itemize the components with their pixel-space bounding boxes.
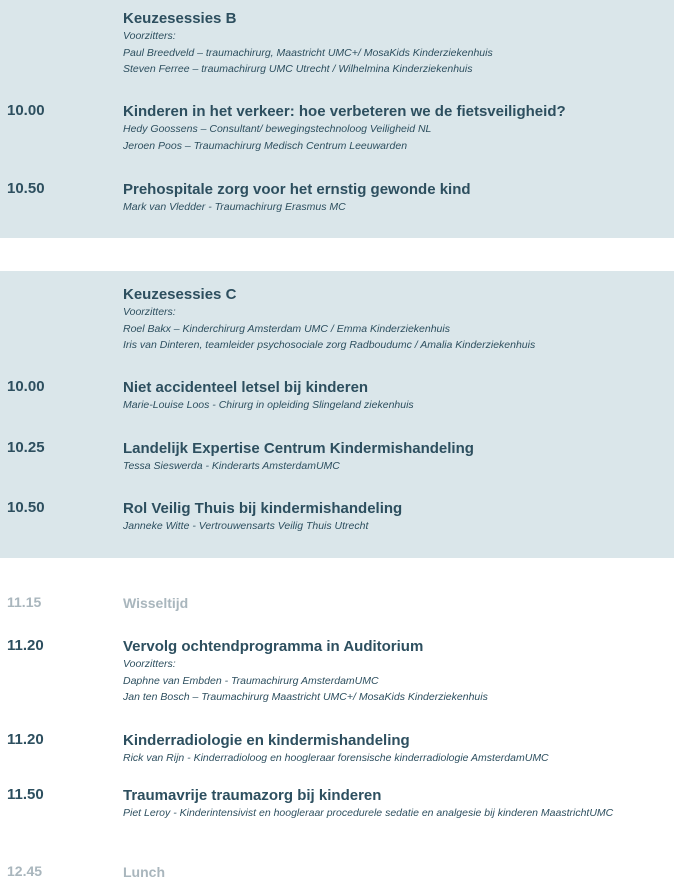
item-time: 11.15 — [7, 594, 42, 610]
speaker: Rick van Rijn - Kinderradioloog en hoogleraar forensische kinderradiologie AmsterdamUMC — [123, 752, 549, 764]
chair: Roel Bakx – Kinderchirurg Amsterdam UMC / Emma Kinderziekenhuis — [123, 322, 450, 335]
chairs-label: Voorzitters: — [123, 30, 176, 42]
item-title: Lunch — [123, 864, 165, 880]
item-time: 10.50 — [7, 499, 45, 516]
speaker: Jeroen Poos – Traumachirurg Medisch Centrum Leeuwarden — [123, 139, 408, 152]
speaker: Tessa Sieswerda - Kinderarts AmsterdamUMC — [123, 460, 340, 472]
speaker: Marie-Louise Loos - Chirurg in opleiding Slingeland ziekenhuis — [123, 399, 414, 411]
item-time: 11.20 — [7, 637, 44, 654]
speaker: Mark van Vledder - Traumachirurg Erasmus MC — [123, 201, 346, 213]
chair: Daphne van Embden - Traumachirurg AmsterdamUMC — [123, 674, 379, 687]
chairs-label: Voorzitters: — [123, 658, 176, 670]
item-title: Kinderradiologie en kindermishandeling — [123, 732, 410, 749]
chair: Jan ten Bosch – Traumachirurg Maastricht UMC+/ MosaKids Kinderziekenhuis — [123, 691, 488, 703]
chair: Iris van Dinteren, teamleider psychosociale zorg Radboudumc / Amalia Kinderziekenhuis — [123, 339, 536, 351]
session-title: Keuzesessies B — [123, 10, 237, 27]
item-title: Wisseltijd — [123, 595, 189, 611]
item-title: Prehospitale zorg voor het ernstig gewonde kind — [123, 181, 471, 198]
session-title: Keuzesessies C — [123, 286, 237, 303]
item-title: Vervolg ochtendprogramma in Auditorium — [123, 638, 424, 655]
item-title: Rol Veilig Thuis bij kindermishandeling — [123, 500, 403, 517]
item-time: 11.20 — [7, 731, 44, 748]
item-title: Landelijk Expertise Centrum Kindermishandeling — [123, 440, 474, 457]
item-title: Kinderen in het verkeer: hoe verbeteren we de fietsveiligheid? — [123, 103, 566, 120]
session-c-block — [0, 271, 674, 558]
item-title: Traumavrije traumazorg bij kinderen — [123, 787, 382, 804]
speaker: Janneke Witte - Vertrouwensarts Veilig Thuis Utrecht — [123, 520, 369, 532]
item-time: 10.50 — [7, 180, 45, 197]
chairs-label: Voorzitters: — [123, 306, 176, 318]
session-b-block — [0, 0, 674, 238]
item-time: 11.50 — [7, 786, 44, 803]
speaker: Piet Leroy - Kinderintensivist en hoogleraar procedurele sedatie en analgesie bij kinderen MaastrichtUMC — [123, 807, 614, 819]
speaker: Hedy Goossens – Consultant/ bewegingstechnoloog Veiligheid NL — [123, 123, 432, 135]
item-time: 10.00 — [7, 378, 45, 395]
item-time: 10.25 — [7, 439, 45, 456]
chair: Paul Breedveld – traumachirurg, Maastricht UMC+/ MosaKids Kinderziekenhuis — [123, 46, 493, 59]
chair: Steven Ferree – traumachirurg UMC Utrecht / Wilhelmina Kinderziekenhuis — [123, 63, 473, 75]
item-title: Niet accidenteel letsel bij kinderen — [123, 379, 369, 396]
item-time: 12.45 — [7, 863, 43, 879]
item-time: 10.00 — [7, 102, 45, 119]
